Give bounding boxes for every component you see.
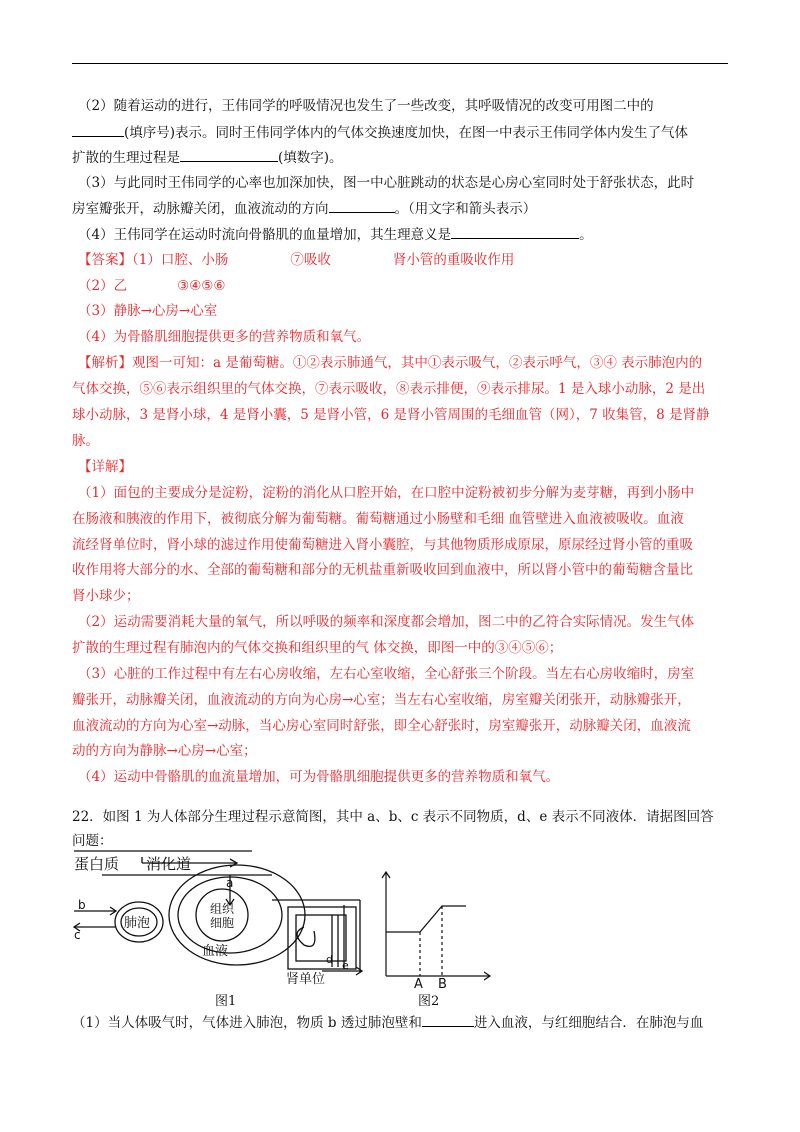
- detail-2-line2: 扩散的生理过程有肺泡内的气体交换和组织里的气 体交换，即图一中的③④⑤⑥；: [72, 640, 563, 656]
- glomerulus: [297, 927, 315, 946]
- d-label: d: [326, 953, 333, 966]
- detail-3-line3: 血液流动的方向为心室→动脉，当心房心室同时舒张，即全心舒张时，房室瓣张开，动脉瓣关闭，血液流: [72, 718, 691, 734]
- answer-line2: （2）乙 ③④⑤⑥: [78, 278, 226, 294]
- a-label: a: [226, 876, 234, 890]
- answer-blank: [451, 225, 579, 239]
- tissue-label-2: 细胞: [210, 916, 235, 930]
- analysis-line3: 球小动脉，3 是肾小球，4 是肾小囊，5 是肾小管，6 是肾小管周围的毛细血管（网），7 收集管，8 是肾静: [72, 407, 710, 423]
- graph-curve: [386, 906, 466, 932]
- c-label: c: [74, 928, 81, 942]
- detail-1-line3: 流经肾单位时，肾小球的滤过作用使葡萄糖进入肾小囊腔，与其他物质形成原尿，原尿经过肾小管的重吸: [72, 537, 693, 553]
- detail-1-line2: 在肠液和胰液的作用下，被彻底分解为葡萄糖。葡萄糖通过小肠壁和毛细 血管壁进入血液被吸收。血液: [72, 511, 684, 527]
- answer-blank: [422, 1013, 474, 1027]
- e-label: e: [342, 959, 349, 972]
- analysis-line4: 脉。: [72, 433, 99, 449]
- blood-loop-outer: [169, 865, 305, 965]
- analysis-tag: 【解析】: [78, 355, 132, 371]
- detail-3-line1: （3）心脏的工作过程中有左右心房收缩，左右心室收缩，全心舒张三个阶段。当左右心房收缩时，房室: [78, 666, 695, 682]
- answer-tag: 【答案】: [78, 252, 132, 268]
- q22-stem-line2: 问题：: [72, 833, 113, 849]
- point-B-label: B: [438, 977, 447, 990]
- figure-2-graph: [372, 870, 492, 990]
- detail-3-line4: 动的方向为静脉→心房→心室；: [72, 743, 257, 759]
- q21-part2-line1: （2）随着运动的进行，王伟同学的呼吸情况也发生了一些改变，其呼吸情况的改变可用图二中的: [78, 98, 654, 114]
- detail-2-line1: （2）运动需要消耗大量的氧气，所以呼吸的频率和深度都会增加，图二中的乙符合实际情况。发生气体: [78, 614, 695, 630]
- q21-part3-line2: 房室瓣张开，动脉瓣关闭，血液流动的方向 。（用文字和箭头表示）: [72, 201, 537, 217]
- digestive-tract-label: 消化道: [146, 855, 192, 873]
- b-label: b: [78, 898, 86, 912]
- detail-1-line1: （1）面包的主要成分是淀粉，淀粉的消化从口腔开始，在口腔中淀粉被初步分解为麦芽糖，再到小肠中: [78, 485, 695, 501]
- q21-part2-line2: (填序号)表示。同时王伟同学体内的气体交换速度加快，在图一中表示王伟同学体内发生了气体: [72, 123, 688, 142]
- answer-blank: [329, 199, 395, 213]
- blood-label: 血液: [202, 944, 229, 959]
- q22-stem-line1: 22．如图 1 为人体部分生理过程示意简图，其中 a、b、c 表示不同物质，d、e 表示不同液体．请据图回答: [72, 809, 714, 825]
- q21-part2-line3: 扩散的生理过程是 (填数字)。: [72, 150, 343, 166]
- answer-blank: [180, 148, 278, 162]
- figure-1-caption: 图1: [215, 994, 237, 1009]
- answer-blank: [72, 123, 124, 137]
- figure-2-caption: 图2: [418, 994, 440, 1009]
- q22-part1-line1: （1）当人体吸气时，气体进入肺泡，物质 b 透过肺泡壁和 进入血液，与红细胞结合．在肺泡与血: [72, 1015, 704, 1031]
- analysis-line1: 【解析】观图一可知：a 是葡萄糖。①②表示肺通气，其中①表示吸气，②表示呼气，③④ 表示肺泡内的: [78, 355, 703, 371]
- alveolus-label: 肺泡: [124, 916, 151, 931]
- point-A-label: A: [414, 977, 423, 990]
- detail-3-line2: 瓣张开，动脉瓣关闭，血液流动的方向为心房→心室；当左右心室收缩，房室瓣关闭张开，动脉瓣张开，: [72, 692, 691, 708]
- nephron-label: 肾单位: [286, 972, 326, 987]
- answer-line3: （3）静脉→心房→心室: [78, 303, 218, 319]
- figure-1-diagram: [72, 845, 372, 995]
- q21-part3-line1: （3）与此同时王伟同学的心率也加深加快，图一中心脏跳动的状态是心房心室同时处于舒张状态，此时: [78, 175, 695, 191]
- detail-tag: 【详解】: [78, 459, 132, 475]
- answer-line1: 【答案】（1）口腔、小肠 ⑦吸收 肾小管的重吸收作用: [78, 252, 515, 268]
- analysis-line2: 气体交换，⑤⑥表示组织里的气体交换，⑦表示吸收，⑧表示排便，⑨表示排尿。1 是入球小动脉，2 是出: [72, 381, 706, 397]
- detail-4-line1: （4）运动中骨骼肌的血流量增加，可为骨骼肌细胞提供更多的营养物质和氧气。: [78, 769, 560, 785]
- answer-line4: （4）为骨骼肌细胞提供更多的营养物质和氧气。: [78, 329, 371, 345]
- detail-1-line4: 收作用将大部分的水、全部的葡萄糖和部分的无机盐重新吸收回到血液中，所以肾小管中的葡萄糖含量比: [72, 562, 693, 578]
- detail-1-line5: 肾小球少；: [72, 588, 140, 604]
- protein-label: 蛋白质: [74, 855, 120, 873]
- q21-part4: （4）王伟同学在运动时流向骨骼肌的血量增加，其生理意义是 。: [78, 227, 593, 243]
- header-rule: [72, 63, 728, 64]
- tissue-label-1: 组织: [210, 902, 235, 916]
